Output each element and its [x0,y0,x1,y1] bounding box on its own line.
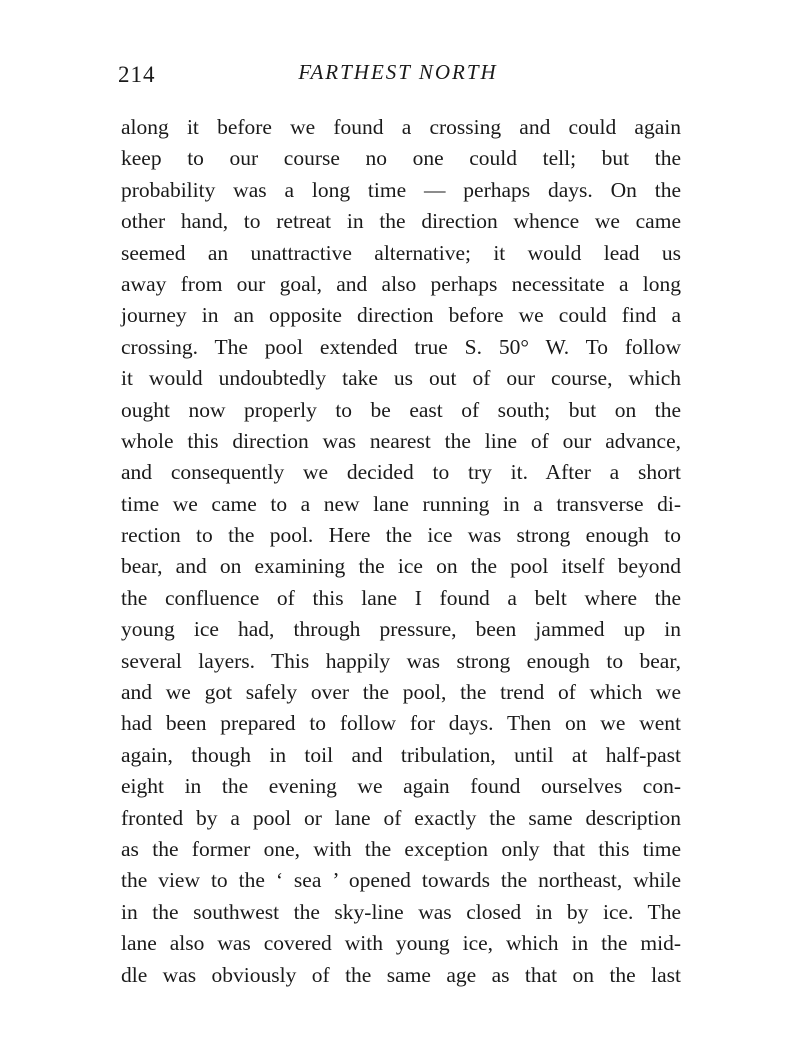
text-line: bear, and on examining the ice on the pool itself beyond [121,554,681,579]
text-line: and consequently we decided to try it. After a short [121,460,681,485]
text-line: ought now properly to be east of south; but on the [121,397,681,422]
text-line: the confluence of this lane I found a belt where the [121,585,681,610]
text-line: time we came to a new lane running in a transverse di- [121,491,681,516]
text-line: as the former one, with the exception only that this time [121,836,681,861]
text-line: and we got safely over the pool, the trend of which we [121,680,681,705]
text-line: lane also was covered with young ice, which in the mid- [121,931,681,956]
text-line: in the southwest the sky-line was closed in by ice. The [121,899,681,924]
text-line: several layers. This happily was strong enough to bear, [121,648,681,673]
page-header [118,60,678,94]
text-line: away from our goal, and also perhaps necessitate a long [121,271,681,296]
text-line: young ice had, through pressure, been jammed up in [121,617,681,642]
text-line: dle was obviously of the same age as that on the last [121,962,681,987]
page-number: 214 [118,62,156,87]
text-line: along it before we found a crossing and could again [121,115,681,139]
text-line: other hand, to retreat in the direction whence we came [121,209,681,234]
running-title: FARTHEST NORTH [298,60,498,84]
text-line: probability was a long time — perhaps days. On the [121,177,681,202]
text-line: fronted by a pool or lane of exactly the same description [121,805,681,830]
text-line: had been prepared to follow for days. Then on we went [121,711,681,736]
text-line: journey in an opposite direction before we could find a [121,303,681,328]
text-line: eight in the evening we again found ourselves con- [121,774,681,799]
text-line: keep to our course no one could tell; but the [121,146,681,171]
text-line: it would undoubtedly take us out of our course, which [121,366,681,391]
text-line: again, though in toil and tribulation, until at half-past [121,742,681,767]
text-line: rection to the pool. Here the ice was strong enough to [121,523,681,548]
text-line: seemed an unattractive alternative; it would lead us [121,240,681,265]
text-line: crossing. The pool extended true S. 50° W. To follow [121,334,681,359]
body-text [121,112,681,991]
text-line: whole this direction was nearest the line of our advance, [121,428,681,453]
text-line: the view to the ‘ sea ’ opened towards the northeast, while [121,868,681,893]
